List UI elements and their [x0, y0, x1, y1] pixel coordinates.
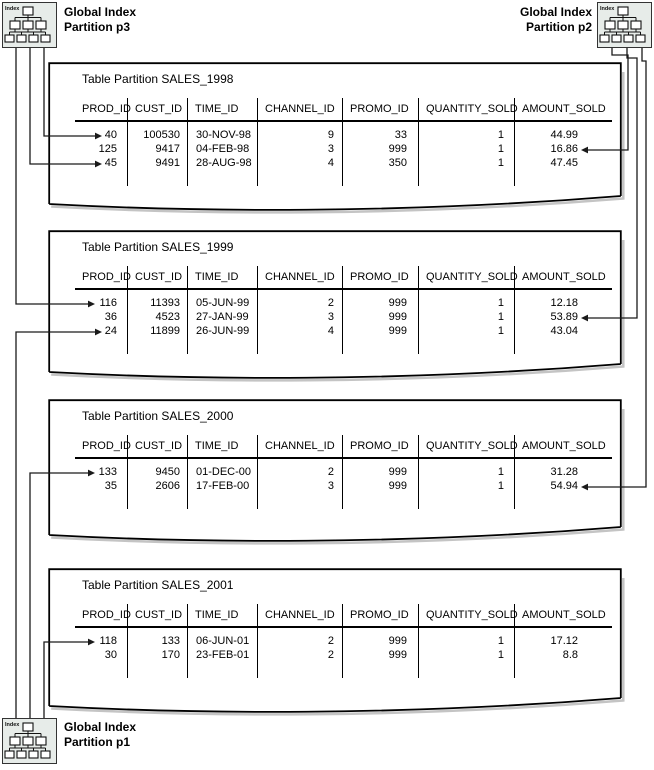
cell-amount_sold: 8.8 [562, 649, 578, 661]
cell-quantity_sold: 1 [419, 634, 515, 648]
label-line: Partition p3 [64, 20, 131, 34]
cell-channel_id: 2 [258, 296, 343, 310]
cell-time_id: 05-JUN-99 [188, 296, 258, 310]
cell-amount_sold: 12.18 [550, 297, 578, 309]
col-header-quantity_sold: QUANTITY_SOLD [419, 435, 515, 459]
cell-channel_id [258, 662, 343, 678]
col-header-time_id: TIME_ID [188, 266, 258, 290]
cell-channel_id: 2 [258, 634, 343, 648]
table-row [75, 648, 612, 662]
table-row [75, 170, 612, 186]
icon-caption: Index [5, 722, 20, 728]
cell-prod_id [75, 170, 128, 186]
cell-channel_id: 3 [258, 310, 343, 324]
col-header-prod_id: PROD_ID [75, 98, 128, 122]
cell-time_id: 27-JAN-99 [188, 310, 258, 324]
cell-cust_id: 100530 [128, 128, 188, 142]
cell-cust_id: 11899 [128, 324, 188, 338]
cell-time_id: 04-FEB-98 [188, 142, 258, 156]
cell-promo_id [343, 662, 419, 678]
col-header-promo_id: PROMO_ID [343, 435, 419, 459]
cell-prod_id: 40 [75, 128, 128, 142]
col-header-quantity_sold: QUANTITY_SOLD [419, 266, 515, 290]
cell-amount_sold: 17.12 [550, 635, 578, 647]
cell-cust_id: 133 [128, 634, 188, 648]
cell-quantity_sold: 1 [419, 310, 515, 324]
table-row [75, 634, 612, 648]
cell-time_id [188, 662, 258, 678]
label-global-index-p3 [64, 5, 136, 35]
cell-quantity_sold [419, 493, 515, 509]
col-header-cust_id: CUST_ID [128, 604, 188, 628]
cell-prod_id: 45 [75, 156, 128, 170]
cell-cust_id [128, 493, 188, 509]
label-line: Global Index [64, 5, 137, 19]
table-row [75, 296, 612, 310]
cell-quantity_sold: 1 [419, 296, 515, 310]
cell-channel_id [258, 493, 343, 509]
col-header-prod_id: PROD_ID [75, 604, 128, 628]
cell-cust_id: 2606 [128, 479, 188, 493]
cell-channel_id: 3 [258, 142, 343, 156]
cell-promo_id [343, 493, 419, 509]
cell-promo_id: 999 [343, 296, 419, 310]
cell-quantity_sold: 1 [419, 156, 515, 170]
col-header-amount_sold: AMOUNT_SOLD [515, 435, 612, 459]
icon-caption: Index [600, 6, 615, 12]
col-header-amount_sold: AMOUNT_SOLD [515, 266, 612, 290]
col-header-prod_id: PROD_ID [75, 435, 128, 459]
cell-time_id [188, 338, 258, 354]
partition-table [75, 435, 612, 509]
cell-quantity_sold [419, 170, 515, 186]
cell-channel_id: 2 [258, 465, 343, 479]
cell-amount_sold [515, 338, 612, 354]
table-partition-sales-2001 [48, 568, 626, 726]
cell-amount_sold [515, 493, 612, 509]
cell-amount_sold: 31.28 [550, 466, 578, 478]
table-header-row [75, 604, 612, 628]
cell-cust_id: 9417 [128, 142, 188, 156]
cell-amount_sold: 43.04 [550, 325, 578, 337]
cell-promo_id [343, 338, 419, 354]
col-header-quantity_sold: QUANTITY_SOLD [419, 98, 515, 122]
icon-caption: Index [5, 6, 20, 12]
cell-channel_id: 3 [258, 479, 343, 493]
table-row [75, 338, 612, 354]
label-global-index-p2 [520, 5, 592, 35]
cell-time_id: 06-JUN-01 [188, 634, 258, 648]
cell-cust_id: 9450 [128, 465, 188, 479]
cell-promo_id: 33 [343, 128, 419, 142]
cell-time_id: 30-NOV-98 [188, 128, 258, 142]
table-partition-sales-2000 [48, 399, 626, 555]
table-header-row [75, 435, 612, 459]
label-global-index-p1 [64, 720, 136, 750]
cell-promo_id: 999 [343, 142, 419, 156]
label-line: Global Index [64, 720, 137, 734]
table-row [75, 493, 612, 509]
partition-title: Table Partition SALES_2001 [82, 578, 234, 592]
partition-table [75, 266, 612, 354]
cell-channel_id: 9 [258, 128, 343, 142]
cell-channel_id: 4 [258, 156, 343, 170]
cell-prod_id: 133 [75, 465, 128, 479]
col-header-channel_id: CHANNEL_ID [258, 604, 343, 628]
table-row [75, 479, 612, 493]
partition-title: Table Partition SALES_2000 [82, 409, 234, 423]
cell-amount_sold [515, 170, 612, 186]
cell-amount_sold: 47.45 [550, 157, 578, 169]
table-header-row [75, 98, 612, 122]
col-header-promo_id: PROMO_ID [343, 98, 419, 122]
cell-channel_id [258, 338, 343, 354]
cell-prod_id [75, 662, 128, 678]
col-header-time_id: TIME_ID [188, 98, 258, 122]
cell-quantity_sold: 1 [419, 128, 515, 142]
label-line: Partition p1 [64, 735, 131, 749]
col-header-prod_id: PROD_ID [75, 266, 128, 290]
cell-cust_id [128, 338, 188, 354]
col-header-cust_id: CUST_ID [128, 98, 188, 122]
col-header-promo_id: PROMO_ID [343, 266, 419, 290]
cell-promo_id [343, 170, 419, 186]
cell-prod_id: 116 [75, 296, 128, 310]
cell-amount_sold: 54.94 [550, 480, 578, 492]
table-row [75, 310, 612, 324]
cell-time_id: 23-FEB-01 [188, 648, 258, 662]
cell-time_id [188, 170, 258, 186]
col-header-time_id: TIME_ID [188, 435, 258, 459]
table-row [75, 465, 612, 479]
cell-promo_id: 999 [343, 479, 419, 493]
cell-prod_id [75, 493, 128, 509]
cell-prod_id: 36 [75, 310, 128, 324]
cell-prod_id: 30 [75, 648, 128, 662]
cell-time_id: 01-DEC-00 [188, 465, 258, 479]
cell-prod_id: 125 [75, 142, 128, 156]
partition-table [75, 604, 612, 678]
cell-quantity_sold [419, 662, 515, 678]
cell-channel_id [258, 170, 343, 186]
table-row [75, 156, 612, 170]
cell-promo_id: 999 [343, 465, 419, 479]
label-line: Global Index [519, 5, 592, 19]
table-row [75, 324, 612, 338]
cell-channel_id: 4 [258, 324, 343, 338]
partition-title: Table Partition SALES_1999 [82, 240, 234, 254]
cell-cust_id [128, 662, 188, 678]
partition-table [75, 98, 612, 186]
table-row [75, 142, 612, 156]
table-row [75, 128, 612, 142]
cell-time_id: 28-AUG-98 [188, 156, 258, 170]
cell-amount_sold [515, 662, 612, 678]
col-header-promo_id: PROMO_ID [343, 604, 419, 628]
col-header-amount_sold: AMOUNT_SOLD [515, 604, 612, 628]
table-row [75, 662, 612, 678]
index-tree-icon-p2 [597, 2, 652, 48]
cell-cust_id [128, 170, 188, 186]
table-header-row [75, 266, 612, 290]
cell-quantity_sold: 1 [419, 142, 515, 156]
cell-quantity_sold: 1 [419, 648, 515, 662]
col-header-quantity_sold: QUANTITY_SOLD [419, 604, 515, 628]
cell-prod_id: 118 [75, 634, 128, 648]
cell-cust_id: 11393 [128, 296, 188, 310]
cell-amount_sold: 44.99 [550, 129, 578, 141]
cell-prod_id: 35 [75, 479, 128, 493]
table-partition-sales-1998 [48, 62, 626, 224]
cell-time_id: 17-FEB-00 [188, 479, 258, 493]
cell-promo_id: 350 [343, 156, 419, 170]
cell-amount_sold: 53.89 [550, 311, 578, 323]
partition-title: Table Partition SALES_1998 [82, 72, 234, 86]
cell-prod_id [75, 338, 128, 354]
index-tree-icon-p3 [2, 2, 57, 48]
cell-promo_id: 999 [343, 310, 419, 324]
cell-time_id [188, 493, 258, 509]
cell-promo_id: 999 [343, 634, 419, 648]
cell-promo_id: 999 [343, 324, 419, 338]
col-header-amount_sold: AMOUNT_SOLD [515, 98, 612, 122]
col-header-cust_id: CUST_ID [128, 435, 188, 459]
label-line: Partition p2 [525, 20, 592, 34]
col-header-time_id: TIME_ID [188, 604, 258, 628]
cell-amount_sold: 16.86 [550, 143, 578, 155]
cell-quantity_sold: 1 [419, 465, 515, 479]
col-header-channel_id: CHANNEL_ID [258, 98, 343, 122]
cell-channel_id: 2 [258, 648, 343, 662]
cell-cust_id: 9491 [128, 156, 188, 170]
cell-prod_id: 24 [75, 324, 128, 338]
table-partition-sales-1999 [48, 230, 626, 392]
cell-time_id: 26-JUN-99 [188, 324, 258, 338]
cell-promo_id: 999 [343, 648, 419, 662]
cell-quantity_sold: 1 [419, 324, 515, 338]
col-header-channel_id: CHANNEL_ID [258, 266, 343, 290]
cell-cust_id: 4523 [128, 310, 188, 324]
index-tree-icon-p1 [2, 718, 57, 764]
col-header-cust_id: CUST_ID [128, 266, 188, 290]
col-header-channel_id: CHANNEL_ID [258, 435, 343, 459]
cell-quantity_sold [419, 338, 515, 354]
cell-quantity_sold: 1 [419, 479, 515, 493]
cell-cust_id: 170 [128, 648, 188, 662]
